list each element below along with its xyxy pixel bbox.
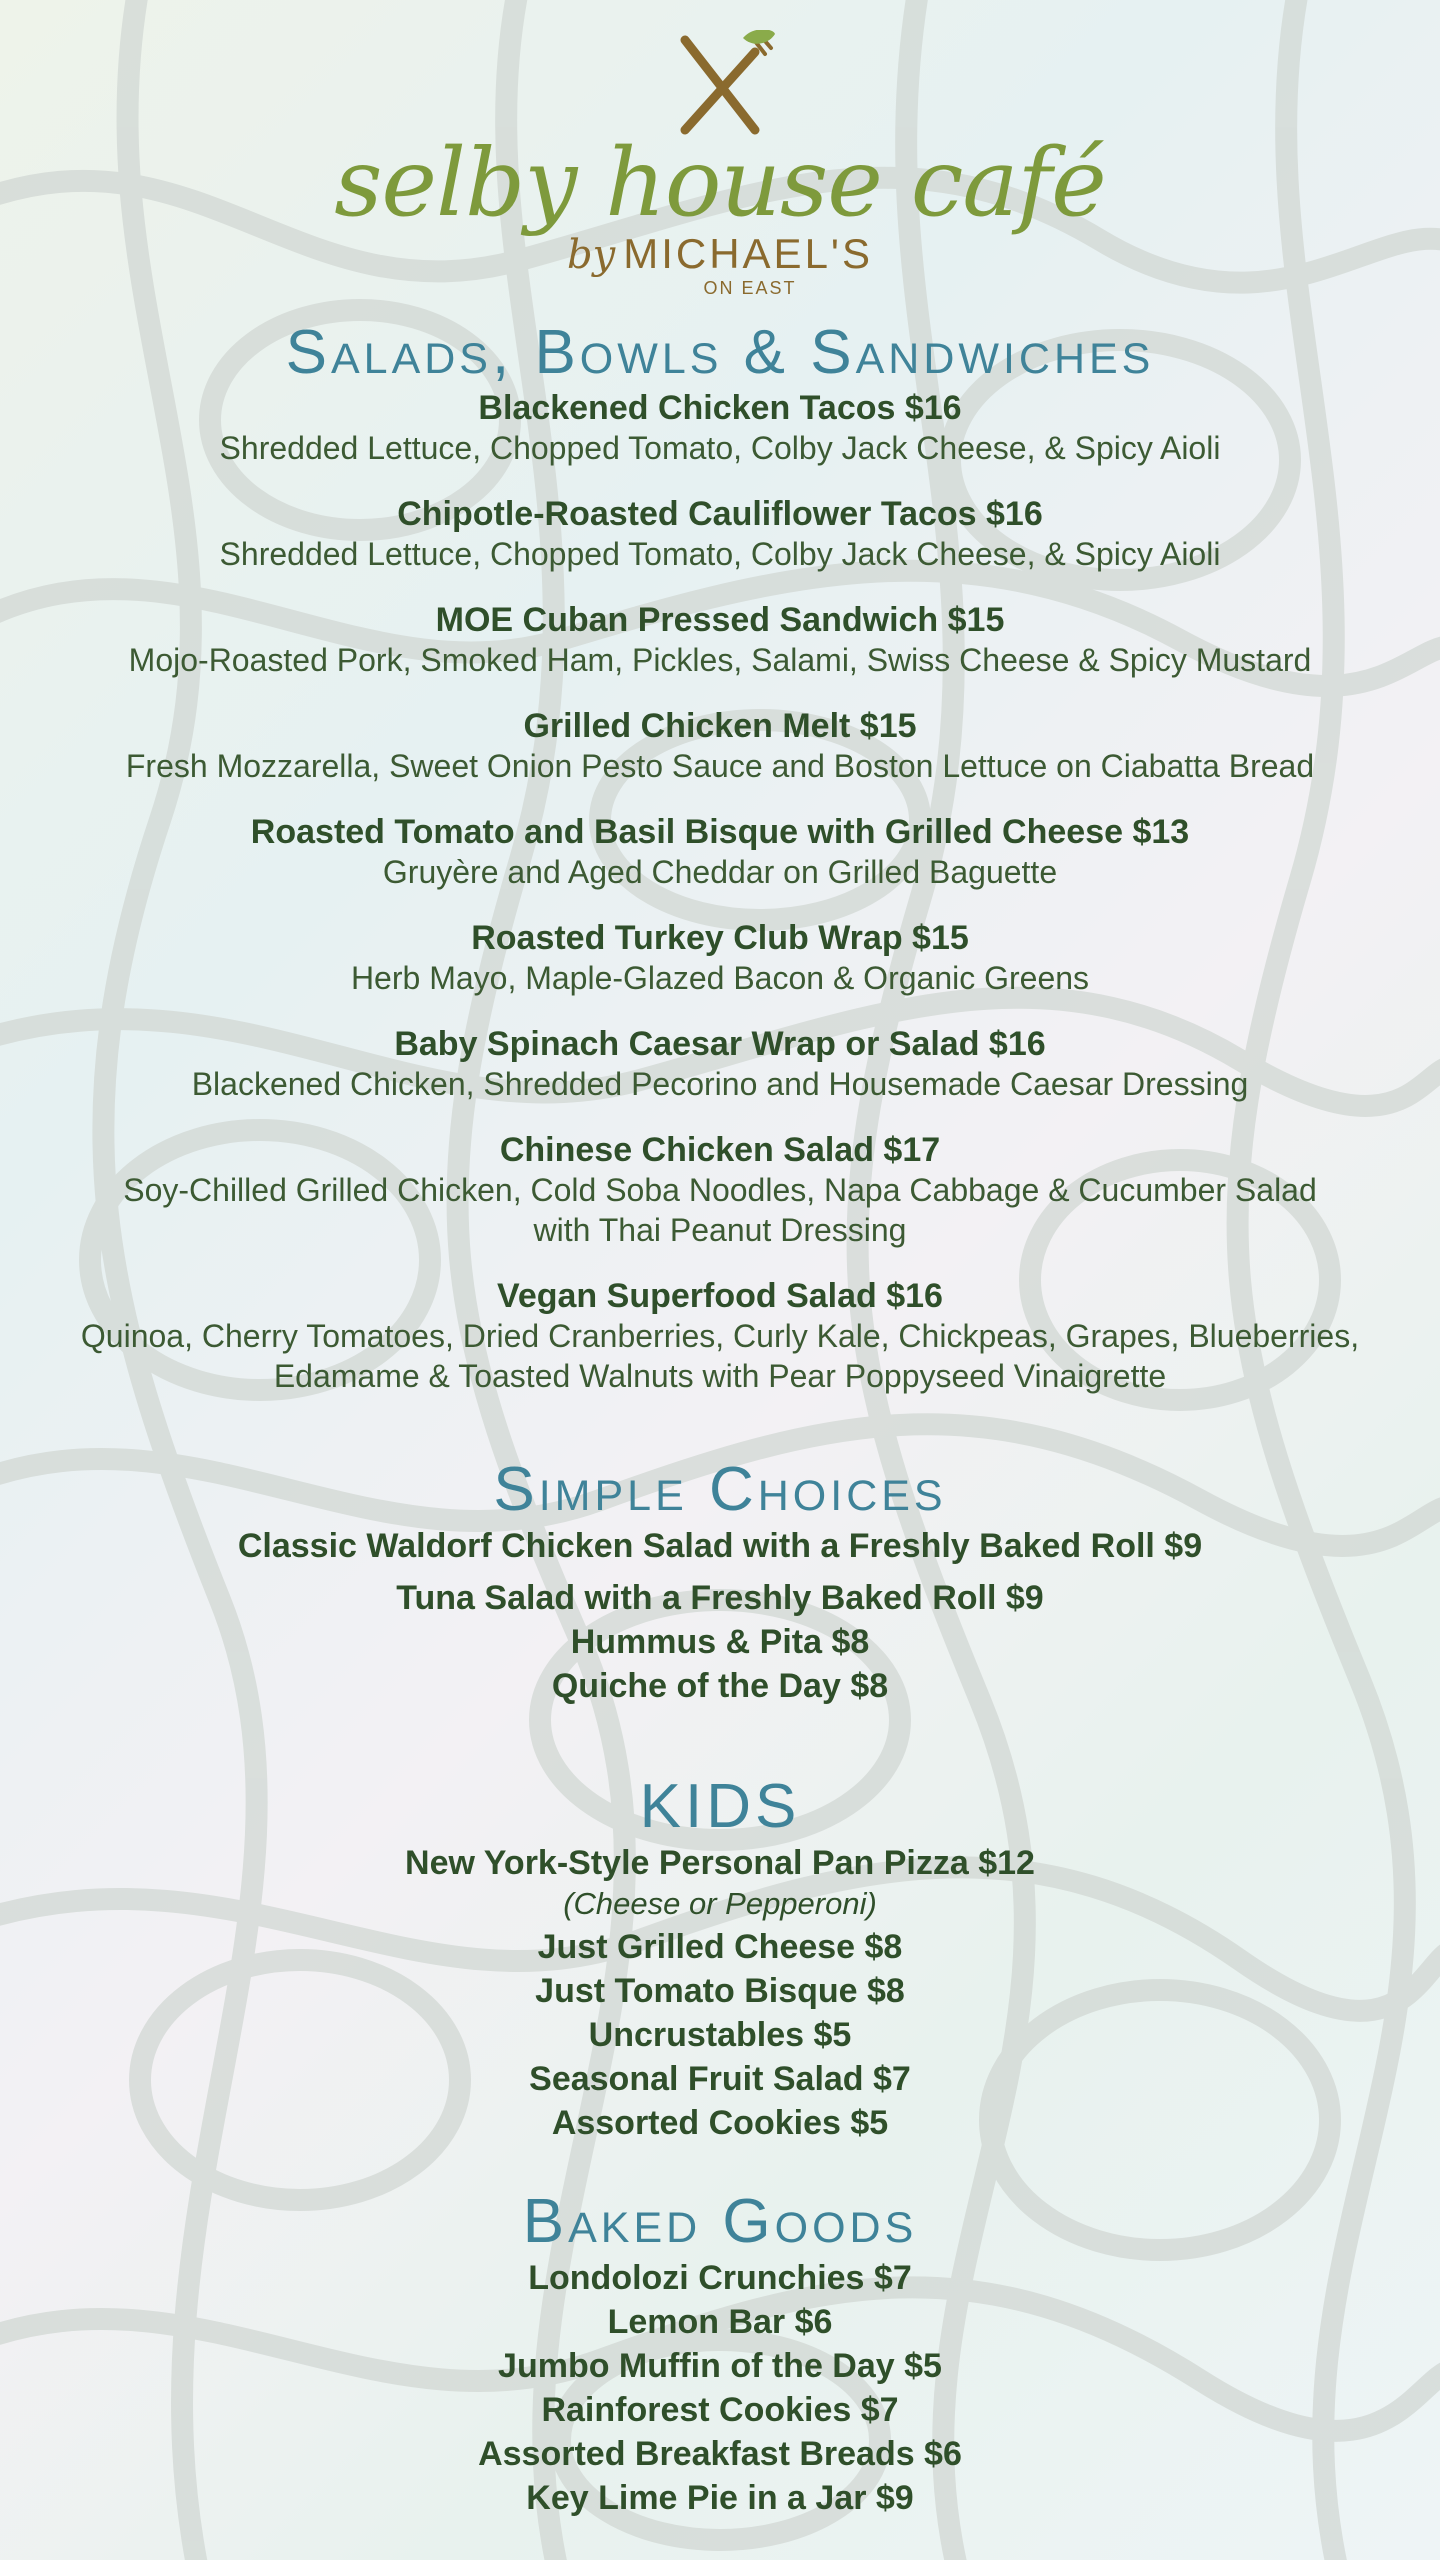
menu-item [0,494,1440,574]
item-description: Quinoa, Cherry Tomatoes, Dried Cranberries, Curly Kale, Chickpeas, Grapes, Blueberries, [80,1318,1360,1354]
cafe-logo [0,30,1440,299]
section-title-kids: KIDS [639,1772,801,1841]
item-description: Shredded Lettuce, Chopped Tomato, Colby Jack Cheese, & Spicy Aioli [219,430,1221,466]
item-description: Mojo-Roasted Pork, Smoked Ham, Pickles, Salami, Swiss Cheese & Spicy Mustard [128,642,1312,678]
section-title-simple-choices: Simple Choices [493,1455,947,1524]
menu-item [0,1970,1440,2012]
item-name: Tuna Salad with a Freshly Baked Roll $9 [396,1579,1044,1617]
item-name: Chipotle-Roasted Cauliflower Tacos $16 [397,495,1043,533]
item-note: (Cheese or Pepperoni) [563,1886,877,1921]
item-name: Uncrustables $5 [588,2016,852,2054]
item-description: Blackened Chicken, Shredded Pecorino and Housemade Caesar Dressing [191,1066,1249,1102]
menu-item [0,812,1440,892]
item-name: Just Tomato Bisque $8 [535,1972,905,2010]
item-name: Assorted Breakfast Breads $6 [478,2435,962,2473]
menu-item [0,1577,1440,1619]
item-name: Roasted Turkey Club Wrap $15 [471,919,969,957]
menu-item [0,1665,1440,1707]
section-title-baked-goods: Baked Goods [522,2187,918,2256]
brand-name: MICHAEL'S [623,230,873,277]
item-name: Just Grilled Cheese $8 [537,1928,903,1966]
item-name: Classic Waldorf Chicken Salad with a Freshly Baked Roll $9 [237,1527,1203,1565]
section-simple-choices [0,1455,1440,1707]
item-description: Herb Mayo, Maple-Glazed Bacon & Organic Greens [350,960,1090,996]
menu-item [0,1525,1440,1567]
menu-item [0,2389,1440,2431]
menu-item [0,1621,1440,1663]
item-name: Chinese Chicken Salad $17 [499,1131,941,1169]
item-name: Vegan Superfood Salad $16 [497,1277,943,1315]
menu-item [0,1024,1440,1104]
menu-item [0,706,1440,786]
item-description-continued: Edamame & Toasted Walnuts with Pear Poppyseed Vinaigrette [273,1358,1167,1394]
fork-knife-leaf-icon [655,30,785,140]
item-name: Lemon Bar $6 [607,2303,833,2341]
item-description: Fresh Mozzarella, Sweet Onion Pesto Sauce and Boston Lettuce on Ciabatta Bread [125,748,1315,784]
item-name: Blackened Chicken Tacos $16 [478,389,962,427]
menu-item [0,388,1440,468]
item-name: Quiche of the Day $8 [551,1667,889,1705]
item-name: Roasted Tomato and Basil Bisque with Grilled Cheese $13 [250,813,1190,851]
menu-item [0,918,1440,998]
brand-by: by [567,232,616,278]
item-name: Grilled Chicken Melt $15 [523,707,917,745]
item-description: Soy-Chilled Grilled Chicken, Cold Soba Noodles, Napa Cabbage & Cucumber Salad [123,1172,1317,1208]
menu-item [0,2102,1440,2144]
section-title-salads: Salads, Bowls & Sandwiches [285,318,1155,387]
menu-item [0,1842,1440,1924]
menu-item [0,1130,1440,1250]
item-name: Rainforest Cookies $7 [541,2391,899,2429]
item-name: New York-Style Personal Pan Pizza $12 [405,1844,1035,1882]
section-salads [0,318,1440,1396]
menu-item [0,2433,1440,2475]
item-name: Seasonal Fruit Salad $7 [529,2060,911,2098]
brand-location: ON EAST [703,278,797,298]
menu-item [0,2058,1440,2100]
menu-item [0,2301,1440,2343]
item-description: Shredded Lettuce, Chopped Tomato, Colby Jack Cheese, & Spicy Aioli [219,536,1221,572]
item-name: Jumbo Muffin of the Day $5 [498,2347,942,2385]
item-name: Baby Spinach Caesar Wrap or Salad $16 [394,1025,1046,1063]
item-name: Key Lime Pie in a Jar $9 [526,2479,914,2517]
menu-item [0,2345,1440,2387]
brand-title: selby house café [334,129,1106,238]
item-name: Assorted Cookies $5 [551,2104,889,2142]
menu-item [0,1276,1440,1396]
item-description: Gruyère and Aged Cheddar on Grilled Baguette [382,854,1058,890]
menu-item [0,2257,1440,2299]
item-name: MOE Cuban Pressed Sandwich $15 [435,601,1005,639]
item-name: Hummus & Pita $8 [570,1623,870,1661]
item-description-continued: with Thai Peanut Dressing [533,1212,907,1248]
menu-item [0,2014,1440,2056]
menu-item [0,2477,1440,2519]
section-baked-goods [0,2187,1440,2519]
brand-subtitle [0,230,1440,278]
item-name: Londolozi Crunchies $7 [528,2259,912,2297]
section-kids [0,1772,1440,2144]
menu-item [0,600,1440,680]
menu-item [0,1926,1440,1968]
